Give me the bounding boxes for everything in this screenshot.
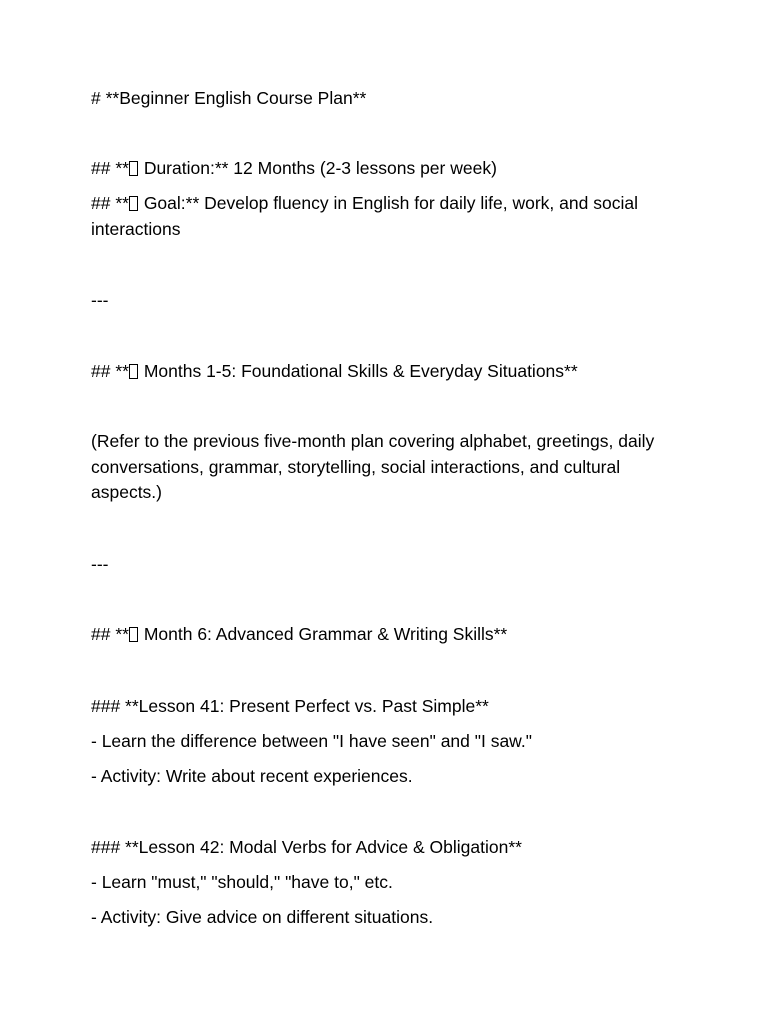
goal-prefix: ## ** (91, 193, 129, 213)
months-1-5-text: Months 1-5: Foundational Skills & Everyday Situations** (138, 361, 578, 381)
month-6-heading (91, 622, 681, 648)
months-1-5-note: (Refer to the previous five-month plan covering alphabet, greetings, daily conversations, grammar, storytelling, social interactions, and cultural aspects.) (91, 431, 655, 502)
missing-glyph-icon (129, 161, 138, 176)
month-6-text: Month 6: Advanced Grammar & Writing Skills** (138, 624, 508, 644)
lesson-42-heading: ### **Lesson 42: Modal Verbs for Advice & Obligation** (91, 837, 522, 857)
duration-text: Duration:** 12 Months (2-3 lessons per week) (138, 158, 497, 178)
lesson-42-bullet-1: - Learn "must," "should," "have to," etc. (91, 872, 393, 892)
duration-line (91, 156, 681, 182)
goal-line (91, 191, 681, 242)
missing-glyph-icon (129, 196, 138, 211)
divider-2: --- (91, 554, 109, 574)
month-6-prefix: ## ** (91, 624, 129, 644)
missing-glyph-icon (129, 364, 138, 379)
divider-1: --- (91, 290, 109, 310)
months-1-5-heading (91, 359, 681, 385)
months-1-5-prefix: ## ** (91, 361, 129, 381)
missing-glyph-icon (129, 627, 138, 642)
duration-prefix: ## ** (91, 158, 129, 178)
lesson-42-bullet-2: - Activity: Give advice on different situations. (91, 907, 434, 927)
lesson-41-heading: ### **Lesson 41: Present Perfect vs. Past Simple** (91, 696, 489, 716)
lesson-41-bullet-2: - Activity: Write about recent experiences. (91, 766, 413, 786)
goal-text: Goal:** Develop fluency in English for daily life, work, and social interactions (91, 193, 638, 239)
lesson-41-bullet-1: - Learn the difference between "I have seen" and "I saw." (91, 731, 532, 751)
document-title: # **Beginner English Course Plan** (91, 88, 367, 108)
